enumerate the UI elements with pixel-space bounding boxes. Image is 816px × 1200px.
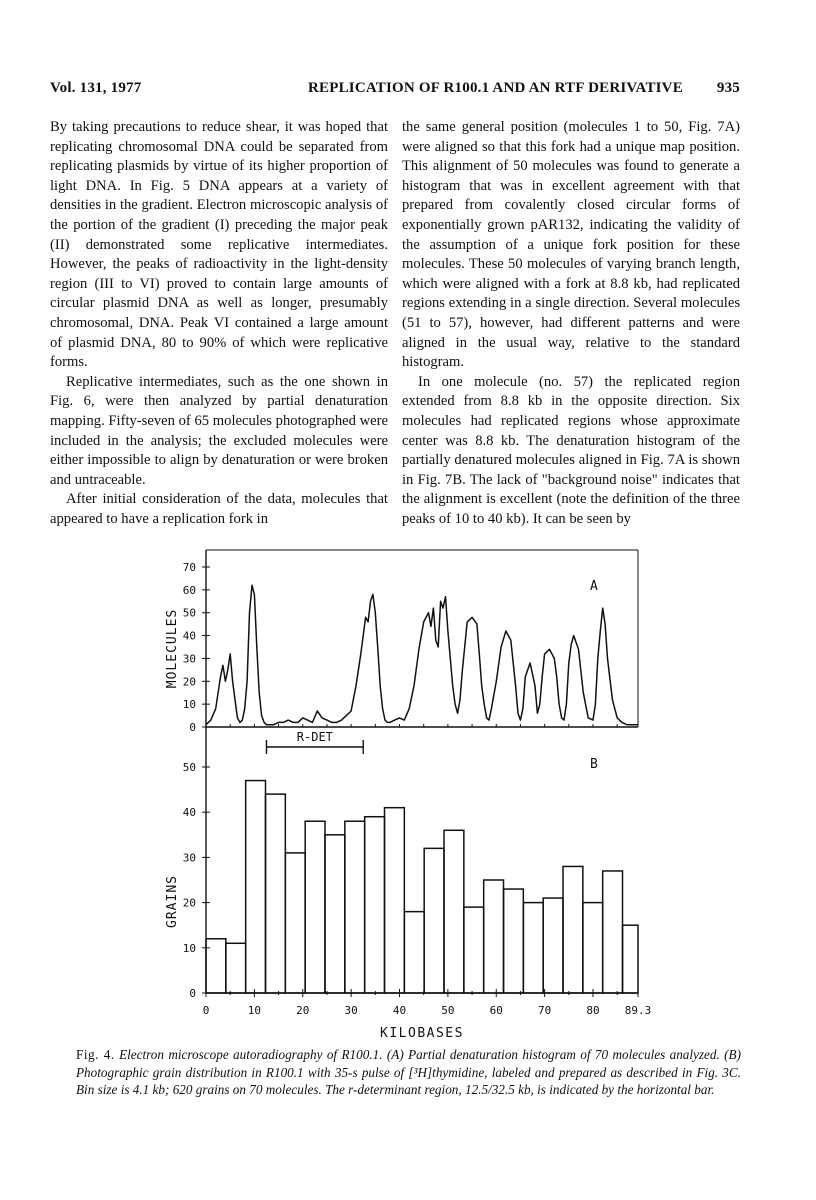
grain-bar: [385, 808, 405, 993]
panel-a-y-tick-label: 70: [182, 561, 196, 574]
grain-bar: [444, 830, 464, 993]
x-axis-label: KILOBASES: [380, 1026, 464, 1040]
panel-a-histogram-line: [206, 585, 638, 724]
grain-bar: [563, 866, 583, 993]
panel-a-label: A: [590, 579, 598, 594]
panel-b-y-tick-label: 30: [182, 851, 196, 865]
grain-bar: [246, 781, 266, 993]
paragraph: the same general position (molecules 1 to 50, Fig. 7A) were aligned so that this fork had a unique map position. This alignment of 50 molecules was found to generate a histogram that was in excellent agreement with that prepared from covalently closed circular forms of exponentially grown pAR132, indicating the validity of the assumption of a unique fork position for these molecules. These 50 molecules of varying branch length, which were aligned with a fork at 8.8 kb, had replicated regions extending in a single direction. Several molecules (51 to 57), however, had different patterns and were aligned in the usual way, relative to the standard histogram.: [402, 119, 740, 371]
grain-bar: [623, 925, 638, 993]
caption-label: Fig. 4.: [76, 1047, 115, 1062]
grain-bar: [583, 903, 603, 993]
grain-bar: [266, 794, 286, 993]
paragraph: By taking precautions to reduce shear, it was hoped that replicating chromosomal DNA could be separated from replicating plasmids by virtue of its higher proportion of light DNA. In Fig. 5 DNA appears at a variety of densities in the gradient. Electron microscopic analysis of the portion of the gradient (I) preceding the major peak (II) demonstrated some replicative intermediates. However, the peaks of radioactivity in the light-density region (III to VI) proved to contain large amounts of circular plasmid DNA as well as longer, presumably chromosomal, DNA. Peak VI contained a large amount of plasmid DNA, 80 to 90% of which were replicative forms.: [50, 119, 388, 371]
panel-a-y-tick-label: 40: [182, 629, 196, 643]
volume-label: Vol. 131, 1977: [50, 80, 142, 96]
x-tick-label: 70: [538, 1004, 552, 1017]
x-tick-label: 10: [247, 1004, 262, 1017]
paragraph: Replicative intermediates, such as the one shown in Fig. 6, were then analyzed by partial denaturation mapping. Fifty-seven of 65 molecules photographed were included in the analysis; the excluded molecules were either impossible to align by denaturation or were broken and untraceable.: [50, 373, 388, 488]
panel-b-y-tick-label: 20: [182, 896, 196, 910]
left-column: [50, 118, 388, 529]
x-tick-label: 30: [344, 1004, 358, 1017]
grain-bar: [285, 853, 305, 993]
running-header: [50, 80, 740, 102]
panel-b-y-tick-label: 0: [189, 987, 196, 1000]
grain-bar: [404, 912, 424, 993]
right-column: [402, 118, 740, 529]
grain-bar: [226, 943, 246, 993]
panel-a-y-tick-label: 30: [182, 652, 196, 666]
panel-a-y-tick-label: 20: [182, 675, 196, 689]
grain-bar: [305, 821, 325, 993]
x-tick-label: 89.3: [624, 1004, 652, 1017]
panel-a-y-tick-label: 60: [182, 583, 196, 597]
panel-b-y-tick-label: 40: [182, 806, 196, 820]
grain-bar: [523, 903, 543, 993]
panel-a-y-tick-label: 50: [182, 606, 196, 620]
grain-bar: [464, 907, 484, 993]
panel-b-label: B: [590, 757, 598, 772]
panel-b-y-axis-label: GRAINS: [165, 875, 180, 928]
x-tick-label: 80: [586, 1004, 600, 1017]
panel-b-y-tick-label: 10: [182, 941, 196, 955]
grain-bar: [543, 898, 563, 993]
grain-bar: [365, 817, 385, 993]
grain-bar: [345, 821, 365, 993]
panel-a-y-tick-label: 10: [182, 698, 196, 712]
paragraph: After initial consideration of the data, molecules that appeared to have a replication fork in: [50, 491, 388, 527]
page-number: 935: [716, 80, 740, 96]
running-title: REPLICATION OF R100.1 AND AN RTF DERIVATIVE: [308, 80, 683, 96]
panel-a-y-tick-label: 0: [189, 721, 196, 734]
x-tick-label: 0: [202, 1004, 210, 1017]
grain-bar: [484, 880, 504, 993]
caption-text: Electron microscope autoradiography of R100.1. (A) Partial denaturation histogram of 70 molecules analyzed. (B) Photographic grain distribution in R100.1 with 35-s pulse of [³H]thymidine, labeled and prepared as described in Fig. 3C. Bin size is 4.1 kb; 620 grains on 70 molecules. The r-determinant region, 12.5/32.5 kb, is indicated by the horizontal bar.: [76, 1047, 742, 1098]
figure-caption: [76, 1046, 741, 1099]
x-tick-label: 40: [392, 1004, 407, 1017]
x-tick-label: 60: [489, 1004, 503, 1017]
x-tick-label: 20: [296, 1004, 310, 1017]
paragraph: In one molecule (no. 57) the replicated region extended from 8.8 kb in the opposite direction. Six molecules had replicated regions whose approximate center was 8.8 kb. The denaturation histogram of the partially denatured molecules aligned in Fig. 7A is shown in Fig. 7B. The lack of "background noise" indicates that the alignment is excellent (note the definition of the three peaks of 10 to 40 kb). It can be seen by: [402, 373, 740, 527]
grain-bar: [206, 939, 226, 993]
panel-a-y-axis-label: MOLECULES: [165, 608, 180, 689]
grain-bar: [603, 871, 623, 993]
grain-bar: [504, 889, 524, 993]
x-tick-label: 50: [441, 1004, 455, 1017]
r-det-label: R-DET: [296, 730, 333, 744]
figure-4-chart: [150, 540, 670, 1040]
grain-bar: [325, 835, 345, 993]
panel-b-y-tick-label: 50: [182, 761, 196, 774]
grain-bar: [424, 848, 444, 993]
